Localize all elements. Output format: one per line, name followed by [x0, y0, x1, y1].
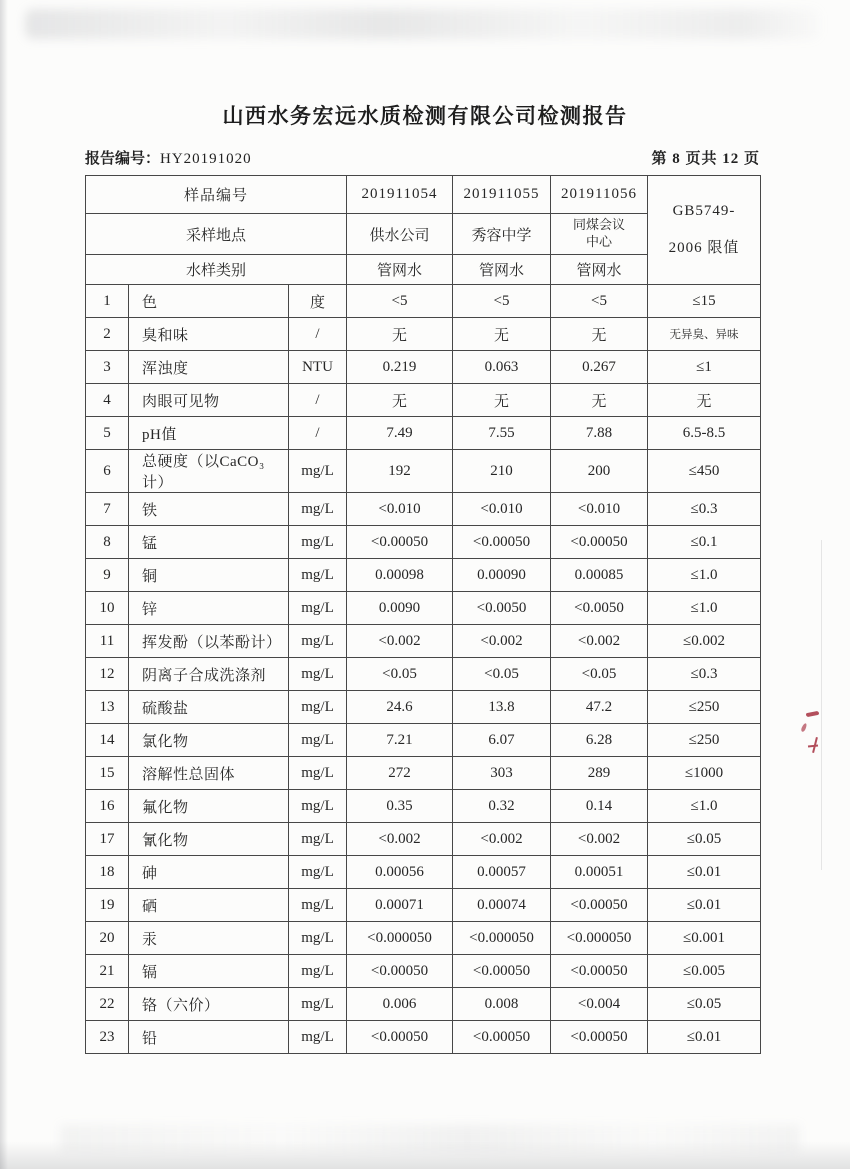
limit-value-cell: ≤1.0 [648, 790, 761, 823]
item-name-cell: 砷 [129, 856, 289, 889]
limit-value-cell: ≤250 [648, 691, 761, 724]
item-name-cell: 氟化物 [129, 790, 289, 823]
limit-value-cell: ≤0.01 [648, 1021, 761, 1054]
table-row [86, 724, 761, 757]
limit-value-cell: ≤450 [648, 450, 761, 493]
sample1-value-cell: 272 [347, 757, 453, 790]
row-number-cell: 13 [86, 691, 129, 724]
row-number-cell: 17 [86, 823, 129, 856]
row-number-cell: 9 [86, 559, 129, 592]
sample1-value-cell: 0.006 [347, 988, 453, 1021]
unit-cell: mg/L [289, 526, 347, 559]
sample1-value-cell: 0.00098 [347, 559, 453, 592]
sample2-value-cell: <0.002 [453, 823, 551, 856]
location-1: 供水公司 [347, 214, 453, 255]
location-3-text: 同煤会议中心 [572, 217, 625, 249]
row-number-cell: 6 [86, 450, 129, 493]
limit-value-cell: ≤0.002 [648, 625, 761, 658]
sample3-value-cell: 289 [551, 757, 648, 790]
sample1-value-cell: <0.010 [347, 493, 453, 526]
sample2-value-cell: <0.002 [453, 625, 551, 658]
table-row [86, 526, 761, 559]
unit-cell: mg/L [289, 493, 347, 526]
limit-value-cell: ≤0.005 [648, 955, 761, 988]
unit-cell: mg/L [289, 757, 347, 790]
unit-cell: mg/L [289, 856, 347, 889]
sample2-value-cell: <0.00050 [453, 955, 551, 988]
sample3-value-cell: <0.05 [551, 658, 648, 691]
sample2-value-cell: 303 [453, 757, 551, 790]
sample3-value-cell: <5 [551, 285, 648, 318]
row-number-cell: 5 [86, 417, 129, 450]
sample1-value-cell: 无 [347, 318, 453, 351]
sample-no-label: 样品编号 [86, 176, 347, 214]
item-name-cell: 锰 [129, 526, 289, 559]
sample3-value-cell: <0.002 [551, 823, 648, 856]
sample3-value-cell: 0.267 [551, 351, 648, 384]
item-name-cell: pH值 [129, 417, 289, 450]
unit-cell: mg/L [289, 955, 347, 988]
location-3 [551, 214, 648, 255]
sample-no-2: 201911055 [453, 176, 551, 214]
sample1-value-cell: <0.002 [347, 823, 453, 856]
report-number [85, 147, 252, 168]
table-row [86, 384, 761, 417]
unit-cell: / [289, 417, 347, 450]
location-label: 采样地点 [86, 214, 347, 255]
row-number-cell: 7 [86, 493, 129, 526]
limit-value-cell: ≤1 [648, 351, 761, 384]
limit-value-cell: 无异臭、异味 [648, 318, 761, 351]
sample1-value-cell: 0.0090 [347, 592, 453, 625]
red-ink-squiggle-mark [808, 737, 820, 754]
table-row [86, 691, 761, 724]
sample-no-1: 201911054 [347, 176, 453, 214]
item-name-cell: 镉 [129, 955, 289, 988]
table-row [86, 450, 761, 493]
red-ink-dot-mark [800, 723, 807, 733]
table-row [86, 417, 761, 450]
sample3-value-cell: <0.0050 [551, 592, 648, 625]
row-number-cell: 10 [86, 592, 129, 625]
red-ink-marks [800, 710, 826, 762]
item-name-cell: 铬（六价） [129, 988, 289, 1021]
sample3-value-cell: 无 [551, 384, 648, 417]
unit-cell: mg/L [289, 658, 347, 691]
limit-value-cell: ≤0.01 [648, 889, 761, 922]
sample1-value-cell: 0.00056 [347, 856, 453, 889]
unit-cell: NTU [289, 351, 347, 384]
table-row [86, 889, 761, 922]
item-name-cell: 汞 [129, 922, 289, 955]
table-row [86, 285, 761, 318]
table-row [86, 856, 761, 889]
limit-value-cell: ≤0.05 [648, 988, 761, 1021]
unit-cell: mg/L [289, 922, 347, 955]
row-number-cell: 20 [86, 922, 129, 955]
sample1-value-cell: 0.35 [347, 790, 453, 823]
sample2-value-cell: <0.00050 [453, 1021, 551, 1054]
row-number-cell: 21 [86, 955, 129, 988]
item-name-cell: 挥发酚（以苯酚计） [129, 625, 289, 658]
limit-value-cell: 6.5-8.5 [648, 417, 761, 450]
sample2-value-cell: 0.00090 [453, 559, 551, 592]
limit-standard-cell [648, 176, 761, 285]
table-row [86, 351, 761, 384]
sample2-value-cell: 0.008 [453, 988, 551, 1021]
unit-cell: mg/L [289, 625, 347, 658]
sample1-value-cell: <0.000050 [347, 922, 453, 955]
sample3-value-cell: <0.00050 [551, 889, 648, 922]
sample2-value-cell: <0.05 [453, 658, 551, 691]
water-type-2: 管网水 [453, 255, 551, 285]
table-row [86, 625, 761, 658]
sample2-value-cell: 无 [453, 384, 551, 417]
item-name-cell: 阴离子合成洗涤剂 [129, 658, 289, 691]
sample3-value-cell: 200 [551, 450, 648, 493]
unit-cell: mg/L [289, 724, 347, 757]
unit-cell: mg/L [289, 559, 347, 592]
sample2-value-cell: 0.32 [453, 790, 551, 823]
row-number-cell: 1 [86, 285, 129, 318]
sample2-value-cell: 0.00074 [453, 889, 551, 922]
red-ink-dash-mark [806, 711, 820, 718]
item-name-cell: 肉眼可见物 [129, 384, 289, 417]
item-name-cell: 铜 [129, 559, 289, 592]
row-number-cell: 4 [86, 384, 129, 417]
item-name-cell: 总硬度（以CaCO₃计） [129, 450, 289, 493]
table-row [86, 790, 761, 823]
unit-cell: mg/L [289, 988, 347, 1021]
item-name-cell: 浑浊度 [129, 351, 289, 384]
sample1-value-cell: <0.05 [347, 658, 453, 691]
item-name-cell: 溶解性总固体 [129, 757, 289, 790]
report-title: 山西水务宏远水质检测有限公司检测报告 [222, 105, 628, 128]
sample1-value-cell: <0.00050 [347, 526, 453, 559]
limit-value-cell: ≤0.3 [648, 493, 761, 526]
report-number-value: HY20191020 [160, 151, 252, 167]
unit-cell: / [289, 384, 347, 417]
item-name-cell: 硫酸盐 [129, 691, 289, 724]
row-number-cell: 15 [86, 757, 129, 790]
table-row [86, 592, 761, 625]
sample1-value-cell: 7.49 [347, 417, 453, 450]
sample3-value-cell: <0.00050 [551, 1021, 648, 1054]
sample3-value-cell: 0.00085 [551, 559, 648, 592]
row-number-cell: 12 [86, 658, 129, 691]
water-type-1: 管网水 [347, 255, 453, 285]
row-number-cell: 22 [86, 988, 129, 1021]
sample3-value-cell: <0.010 [551, 493, 648, 526]
table-row [86, 493, 761, 526]
report-number-label: 报告编号： [85, 150, 161, 167]
sample2-value-cell: <0.010 [453, 493, 551, 526]
sample2-value-cell: 7.55 [453, 417, 551, 450]
item-name-cell: 铅 [129, 1021, 289, 1054]
sample1-value-cell: 7.21 [347, 724, 453, 757]
sample1-value-cell: <0.00050 [347, 1021, 453, 1054]
table-row [86, 658, 761, 691]
sample3-value-cell: <0.004 [551, 988, 648, 1021]
row-number-cell: 8 [86, 526, 129, 559]
sample1-value-cell: 无 [347, 384, 453, 417]
sample2-value-cell: 0.063 [453, 351, 551, 384]
row-number-cell: 18 [86, 856, 129, 889]
item-name-cell: 锌 [129, 592, 289, 625]
row-number-cell: 11 [86, 625, 129, 658]
limit-value-cell: ≤15 [648, 285, 761, 318]
table-row [86, 757, 761, 790]
sample3-value-cell: <0.00050 [551, 526, 648, 559]
scan-noise-bottom [0, 1141, 850, 1169]
item-name-cell: 铁 [129, 493, 289, 526]
limit-value-cell: ≤0.001 [648, 922, 761, 955]
sample3-value-cell: <0.002 [551, 625, 648, 658]
sample2-value-cell: <0.00050 [453, 526, 551, 559]
row-number-cell: 23 [86, 1021, 129, 1054]
sample2-value-cell: 210 [453, 450, 551, 493]
limit-value-cell: ≤0.01 [648, 856, 761, 889]
unit-cell: / [289, 318, 347, 351]
sample1-value-cell: 0.00071 [347, 889, 453, 922]
limit-value-cell: ≤1000 [648, 757, 761, 790]
item-name-cell: 氯化物 [129, 724, 289, 757]
limit-value-cell: ≤0.05 [648, 823, 761, 856]
sample1-value-cell: 24.6 [347, 691, 453, 724]
scan-noise-top [25, 9, 820, 39]
sample1-value-cell: <5 [347, 285, 453, 318]
sample2-value-cell: 0.00057 [453, 856, 551, 889]
scan-crease-line [821, 540, 822, 870]
limit-value-cell: ≤1.0 [648, 592, 761, 625]
location-2: 秀容中学 [453, 214, 551, 255]
sample1-value-cell: <0.00050 [347, 955, 453, 988]
limit-value-cell: ≤250 [648, 724, 761, 757]
sample3-value-cell: <0.000050 [551, 922, 648, 955]
results-table [85, 175, 761, 1054]
header-row-sample-no [86, 176, 761, 214]
table-row [86, 1021, 761, 1054]
sample1-value-cell: 0.219 [347, 351, 453, 384]
sample3-value-cell: <0.00050 [551, 955, 648, 988]
table-row [86, 559, 761, 592]
row-number-cell: 3 [86, 351, 129, 384]
table-row [86, 922, 761, 955]
limit-standard-line2: 2006 限值 [668, 240, 740, 256]
water-type-3: 管网水 [551, 255, 648, 285]
item-name-cell: 硒 [129, 889, 289, 922]
sample2-value-cell: <0.0050 [453, 592, 551, 625]
sample2-value-cell: <0.000050 [453, 922, 551, 955]
table-row [86, 955, 761, 988]
row-number-cell: 19 [86, 889, 129, 922]
sample1-value-cell: <0.002 [347, 625, 453, 658]
limit-value-cell: ≤1.0 [648, 559, 761, 592]
unit-cell: mg/L [289, 450, 347, 493]
sample3-value-cell: 0.14 [551, 790, 648, 823]
sample3-value-cell: 7.88 [551, 417, 648, 450]
unit-cell: mg/L [289, 592, 347, 625]
sample3-value-cell: 无 [551, 318, 648, 351]
sample3-value-cell: 0.00051 [551, 856, 648, 889]
table-row [86, 318, 761, 351]
sample1-value-cell: 192 [347, 450, 453, 493]
unit-cell: mg/L [289, 1021, 347, 1054]
unit-cell: mg/L [289, 889, 347, 922]
water-type-label: 水样类别 [86, 255, 347, 285]
row-number-cell: 14 [86, 724, 129, 757]
sample2-value-cell: 13.8 [453, 691, 551, 724]
unit-cell: 度 [289, 285, 347, 318]
limit-value-cell: 无 [648, 384, 761, 417]
unit-cell: mg/L [289, 691, 347, 724]
item-name-cell: 氰化物 [129, 823, 289, 856]
row-number-cell: 16 [86, 790, 129, 823]
unit-cell: mg/L [289, 790, 347, 823]
page-indicator: 第 8 页共 12 页 [651, 151, 760, 167]
sample2-value-cell: 6.07 [453, 724, 551, 757]
table-row [86, 823, 761, 856]
sample2-value-cell: 无 [453, 318, 551, 351]
limit-value-cell: ≤0.3 [648, 658, 761, 691]
sample-no-3: 201911056 [551, 176, 648, 214]
limit-standard-line1: GB5749- [672, 203, 736, 219]
report-meta-row [85, 147, 760, 168]
item-name-cell: 色 [129, 285, 289, 318]
limit-value-cell: ≤0.1 [648, 526, 761, 559]
sample2-value-cell: <5 [453, 285, 551, 318]
scan-shadow-left [0, 0, 8, 1169]
table-row [86, 988, 761, 1021]
sample3-value-cell: 6.28 [551, 724, 648, 757]
unit-cell: mg/L [289, 823, 347, 856]
row-number-cell: 2 [86, 318, 129, 351]
results-table-body [86, 176, 761, 1054]
item-name-cell: 臭和味 [129, 318, 289, 351]
sample3-value-cell: 47.2 [551, 691, 648, 724]
